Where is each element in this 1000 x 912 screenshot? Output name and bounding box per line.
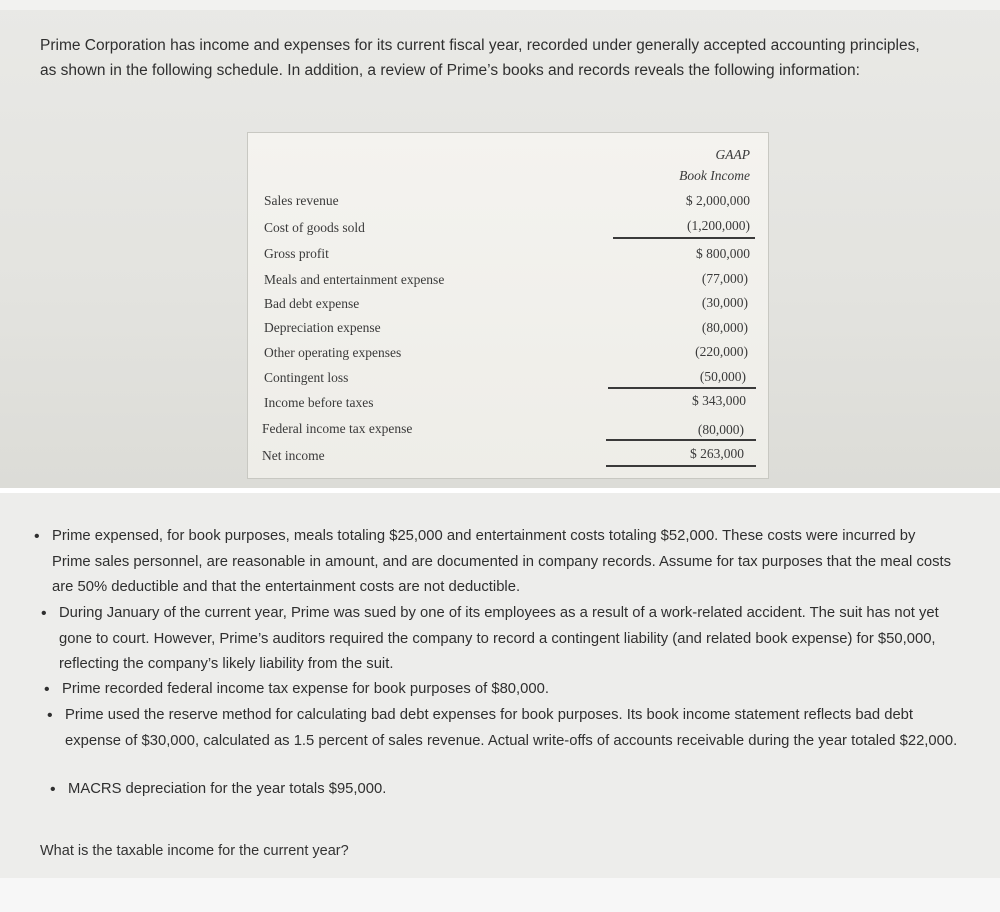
question-text: What is the taxable income for the current year? [40,843,349,859]
row-value-federal-tax: (80,000) [697,422,744,437]
row-value-contingent-loss: (50,000) [699,369,746,384]
row-label-depreciation: Depreciation expense [264,320,381,335]
intro-text: Prime Corporation has income and expenses for its current fiscal year, recorded under generally accepted accounting principles, as shown in the following schedule. In addition, a review of Prime’s books and records reveals the following information: [40,37,920,79]
header-gaap: GAAP [715,147,750,162]
row-value-other-operating: (220,000) [695,344,748,359]
row-label-sales-revenue: Sales revenue [264,193,339,208]
rule-income-before-taxes [608,387,756,389]
gaap-schedule-table [247,132,769,479]
row-value-depreciation: (80,000) [701,320,748,335]
row-label-meals: Meals and entertainment expense [264,272,445,287]
row-label-other-operating: Other operating expenses [264,345,402,360]
bullet-text-federal-tax: Prime recorded federal income tax expense for book purposes of $80,000. [62,681,549,697]
bullet-dot-icon: • [34,528,40,545]
bullet-dot-icon: • [44,681,50,698]
bullet-meals [34,524,957,601]
top-strip [0,0,1000,10]
row-label-gross-profit: Gross profit [264,246,329,261]
row-value-cogs: (1,200,000) [687,218,750,233]
row-value-gross-profit: $ 800,000 [696,246,750,261]
footer-area [0,878,1000,912]
row-label-bad-debt: Bad debt expense [264,296,360,311]
row-value-net-income: $ 263,000 [690,446,744,461]
row-value-income-before-taxes: $ 343,000 [692,393,746,408]
bullet-text-lawsuit: During January of the current year, Prime was sued by one of its employees as a result of a work-related accident. The suit has not yet gone to court. However, Prime’s auditors required the company to record a contingent liability (and related book expense) for $50,000, reflecting the company’s likely liability from the suit. [59,605,939,672]
bullet-lawsuit [41,601,964,678]
bullet-macrs [50,777,963,803]
bullet-text-bad-debt: Prime used the reserve method for calculating bad debt expenses for book purposes. Its book income statement reflects bad debt expense of $30,000, calculated as 1.5 percent of sales revenue. Actual write-offs of accounts receivable during the year totaled $22,000. [65,707,958,749]
rule-gross-profit [613,237,755,239]
row-label-federal-tax: Federal income tax expense [262,421,413,436]
bullet-dot-icon: • [41,605,47,622]
row-label-cogs: Cost of goods sold [264,220,365,235]
bullet-federal-tax [44,677,962,703]
bullet-text-macrs: MACRS depreciation for the year totals $95,000. [68,781,387,797]
row-value-sales-revenue: $ 2,000,000 [685,193,750,208]
row-value-bad-debt: (30,000) [701,295,748,310]
header-book-income: Book Income [679,168,750,183]
bullet-text-meals: Prime expensed, for book purposes, meals totaling $25,000 and entertainment costs totaling $52,000. These costs were incurred by Prime sales personnel, are reasonable in amount, and are documented in company records. Assume for tax purposes that the meal costs are 50% deductible and that the entertainment costs are not deductible. [52,528,951,595]
bullet-dot-icon: • [47,707,53,724]
row-label-contingent-loss: Contingent loss [264,370,349,385]
rule-net-income [606,439,756,441]
row-value-meals: (77,000) [701,271,748,286]
row-label-net-income: Net income [262,448,325,463]
bullet-dot-icon: • [50,781,56,798]
bullet-bad-debt [47,703,965,754]
row-label-income-before-taxes: Income before taxes [264,395,374,410]
rule-net-income-double [606,465,756,467]
